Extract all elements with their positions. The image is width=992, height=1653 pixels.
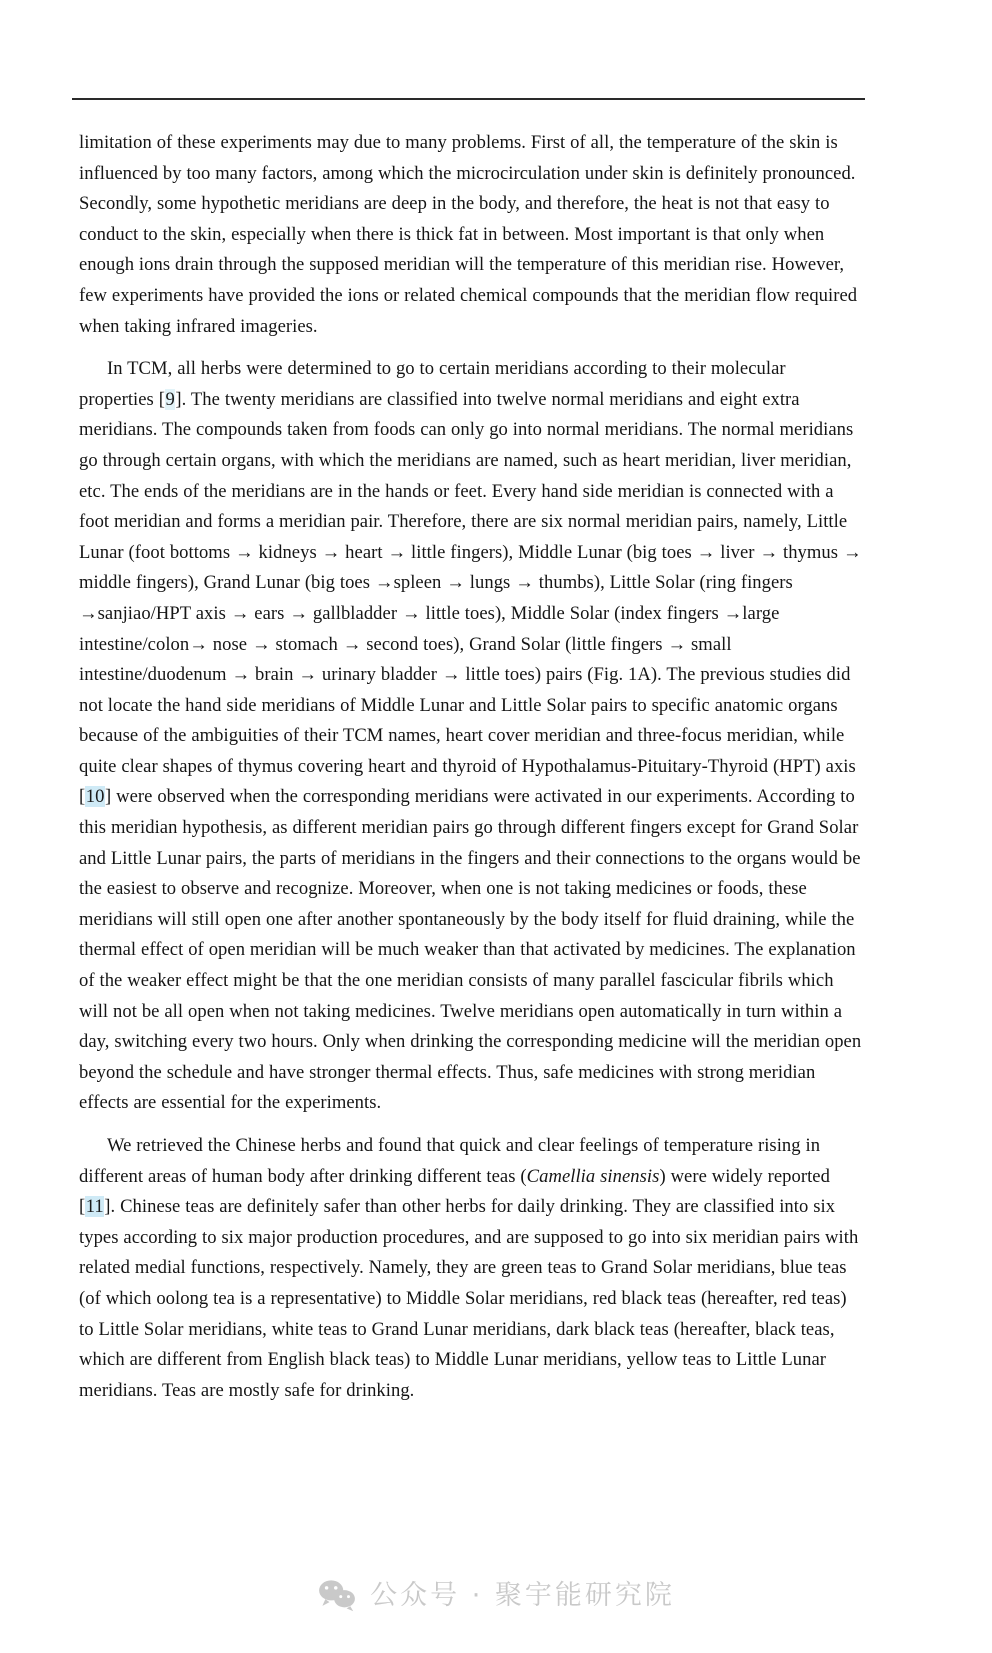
- citation-link[interactable]: 10: [85, 786, 105, 808]
- citation-link[interactable]: 11: [85, 1196, 104, 1218]
- paragraph-2: In TCM, all herbs were determined to go to certain meridians according to their molecular properties [9]. The twenty meridians are classified into twelve normal meridians and eight extra meridians. The compounds taken from foods can only go into normal meridians. The normal meridians go through certain organs, with which the meridians are named, such as heart meridian, liver meridian, etc. The ends of the meridians are in the hands or feet. Every hand side meridian is connected with a foot meridian and forms a meridian pair. Therefore, there are six normal meridian pairs, namely, Little Lunar (foot bottoms → kidneys → heart → little fingers), Middle Lunar (big toes → liver → thymus → middle fingers), Grand Lunar (big toes →spleen → lungs → thumbs), Little Solar (ring fingers →sanjiao/HPT axis → ears → gallbladder → little toes), Middle Solar (index fingers →large intestine/colon→ nose → stomach → second toes), Grand Solar (little fingers → small intestine/duodenum → brain → urinary bladder → little toes) pairs (Fig. 1A). The previous studies did not locate the hand side meridians of Middle Lunar and Little Solar pairs to specific anatomic organs because of the ambiguities of their TCM names, heart cover meridian and three-focus meridian, while quite clear shapes of thymus covering heart and thyroid of Hypothalamus-Pituitary-Thyroid (HPT) axis [10] were observed when the corresponding meridians were activated in our experiments. According to this meridian hypothesis, as different meridian pairs go through different fingers except for Grand Solar and Little Lunar pairs, the parts of meridians in the fingers and their connections to the organs would be the easiest to observe and recognize. Moreover, when one is not taking medicines or foods, these meridians will still open one after another spontaneously by the body itself for fluid draining, while the thermal effect of open meridian will be much weaker than that activated by medicines. The explanation of the weaker effect might be that the one meridian consists of many parallel fascicular fibrils which will not be all open when not taking medicines. Twelve meridians open automatically in turn within a day, switching every two hours. Only when drinking the corresponding medicine will the meridian open beyond the schedule and have stronger thermal effects. Thus, safe medicines with strong meridian effects are essential for the experiments.: [79, 358, 862, 1114]
- paragraph-1: limitation of these experiments may due to many problems. First of all, the temperature of the skin is influenced by too many factors, among which the microcirculation under skin is definitely pronounced. Secondly, some hypothetic meridians are deep in the body, and therefore, the heat is not that easy to conduct to the skin, especially when there is thick fat in between. Most important is that only when enough ions drain through the supposed meridian will the temperature of this meridian rise. However, few experiments have provided the ions or related chemical compounds that the meridian flow required when taking infrared imageries.: [79, 132, 858, 337]
- document-body: [79, 128, 865, 1406]
- citation-link[interactable]: 9: [165, 388, 175, 410]
- paragraph-3: We retrieved the Chinese herbs and found that quick and clear feelings of temperature rising in different areas of human body after drinking different teas (Camellia sinensis) were widely reported [11]. Chinese teas are definitely safer than other herbs for daily drinking. They are classified into six types according to six major production procedures, and are supposed to go into six meridian pairs with related medial functions, respectively. Namely, they are green teas to Grand Solar meridians, blue teas (of which oolong tea is a representative) to Middle Solar meridians, red black teas (hereafter, red teas) to Little Solar meridians, white teas to Grand Lunar meridians, dark black teas (hereafter, black teas, which are different from English black teas) to Middle Lunar meridians, yellow teas to Little Lunar meridians. Teas are mostly safe for drinking.: [79, 1135, 859, 1401]
- wechat-icon: [317, 1578, 357, 1612]
- watermark-text: 公众号 · 聚宇能研究院: [370, 1579, 675, 1611]
- scientific-name: Camellia sinensis: [526, 1165, 660, 1187]
- watermark: [0, 1578, 992, 1612]
- header-rule: [72, 98, 865, 100]
